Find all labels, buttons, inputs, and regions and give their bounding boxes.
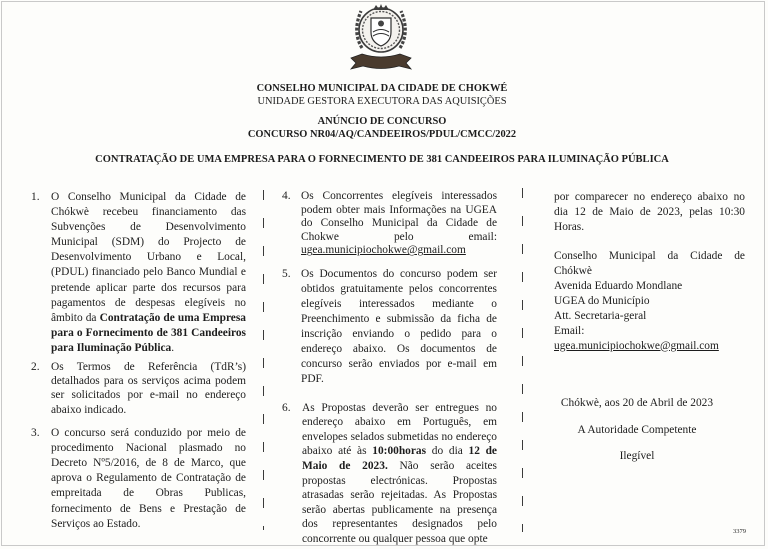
signature-place-date: Chókwè, aos 20 de Abril de 2023 (560, 397, 714, 409)
emblem-banner (351, 54, 411, 69)
item-number: 4. (282, 190, 291, 202)
item-6-text: do dia (426, 445, 469, 458)
tender-reference: CONCURSO NR04/AQ/CANDEEIROS/PDUL/CMCC/2022 (247, 128, 517, 140)
item-number: 3. (31, 426, 40, 439)
column-separator-left (263, 190, 264, 530)
address-email-label: Email: (554, 324, 585, 337)
notice-title: ANÚNCIO DE CONCURSO (317, 115, 447, 127)
item-2-paragraph: Os Termos de Referência (TdR’s) detalhados para os serviços acima podem ser solicitados por e-mail no endereço abaixo indicado. (51, 361, 246, 416)
emblem-sun (378, 21, 384, 27)
address-name: Conselho Municipal da Cidade de Chókwè (554, 249, 745, 277)
item-1-bold-text: Contratação de uma Empresa para o Fornecimento de 381 Candeeiros para Iluminação Pública (51, 311, 246, 354)
item-4-text: Os Concorrentes elegíveis interessados podem obter mais Informações na UGEA do Conselho Municipal da Cidade de Chokwe pelo email: (301, 190, 497, 243)
organization-name: CONSELHO MUNICIPAL DA CIDADE DE CHOKWÉ (256, 82, 508, 94)
item-6-continuation: por comparecer no endereço abaixo no dia 12 de Maio de 2023, pelas 10:30 Horas. (554, 190, 745, 233)
item-3-paragraph: O concurso será conduzido por meio de procedimento Nacional plasmado no Decreto Nº5/2016, de 8 de Marco, que aprova o Regulamento de Contratação de empreitada de Obras Publicas, fornecimento de Bens e Prestação de Serviços ao Estado. (51, 426, 246, 530)
address-attention: Att. Secretaria-geral (554, 309, 647, 322)
procurement-unit: UNIDADE GESTORA EXECUTORA DAS AQUISIÇÕES (257, 95, 507, 107)
item-number: 2. (31, 361, 40, 373)
item-1-end: . (171, 341, 175, 354)
item-5-paragraph: Os Documentos do concurso podem ser obtidos gratuitamente pelos concorrentes elegíveis interessados mediante o Preenchimento e submissão da ficha de inscrição enviando o pedido para o endereço abaixo. Os documentos de concurso serão enviados por e-mail em PDF. (301, 267, 497, 385)
municipal-emblem (348, 2, 414, 72)
item-1-paragraph (51, 190, 246, 356)
item-6-deadline-time: 10:00horas (372, 445, 427, 458)
item-6-paragraph (302, 401, 497, 547)
signature-title: A Autoridade Competente (577, 424, 697, 436)
item-4-email: ugea.municipiochokwe@gmail.com (301, 244, 466, 257)
column-separator-right (522, 188, 523, 532)
item-6-text: Não serão aceites propostas electrónicas. Propostas atrasadas serão rejeitadas. As Propostas serão abertas publicamente na presença dos representantes designados pelo concorrente ou qualquer pessoa que opte (302, 460, 497, 546)
item-number: 6. (282, 401, 291, 414)
item-6-deadline-date: 12 de Maio de 2023. (302, 445, 497, 473)
item-4-paragraph (301, 190, 497, 258)
item-number: 1. (31, 191, 40, 203)
address-unit: UGEA do Município (554, 294, 650, 307)
advert-code: 3379 (733, 528, 746, 535)
address-email: ugea.municipiochokwe@gmail.com (554, 339, 719, 352)
item-1-text: O Conselho Municipal da Cidade de Chókwè recebeu financiamento das Subvenções de Desenvolvimento Municipal (SDM) do Projecto de Desenvolvimento Urbano e Local, (PDUL) financiado pelo Banco Mundial e pretende aplicar parte dos recursos para pagamentos de despesas elegíveis no âmbito da (51, 191, 246, 324)
item-number: 5. (282, 267, 291, 280)
item-6-text: As Propostas deverão ser entregues no endereço abaixo em Português, em envelopes selados submetidas no endereço abaixo até às (302, 401, 497, 458)
signature-name: Ilegível (619, 450, 655, 462)
emblem-crown (373, 4, 389, 10)
tender-subject: CONTRATAÇÃO DE UMA EMPRESA PARA O FORNECIMENTO DE 381 CANDEEIROS PARA ILUMINAÇÃO PÚBLICA (95, 153, 669, 165)
address-street: Avenida Eduardo Mondlane (554, 279, 683, 292)
